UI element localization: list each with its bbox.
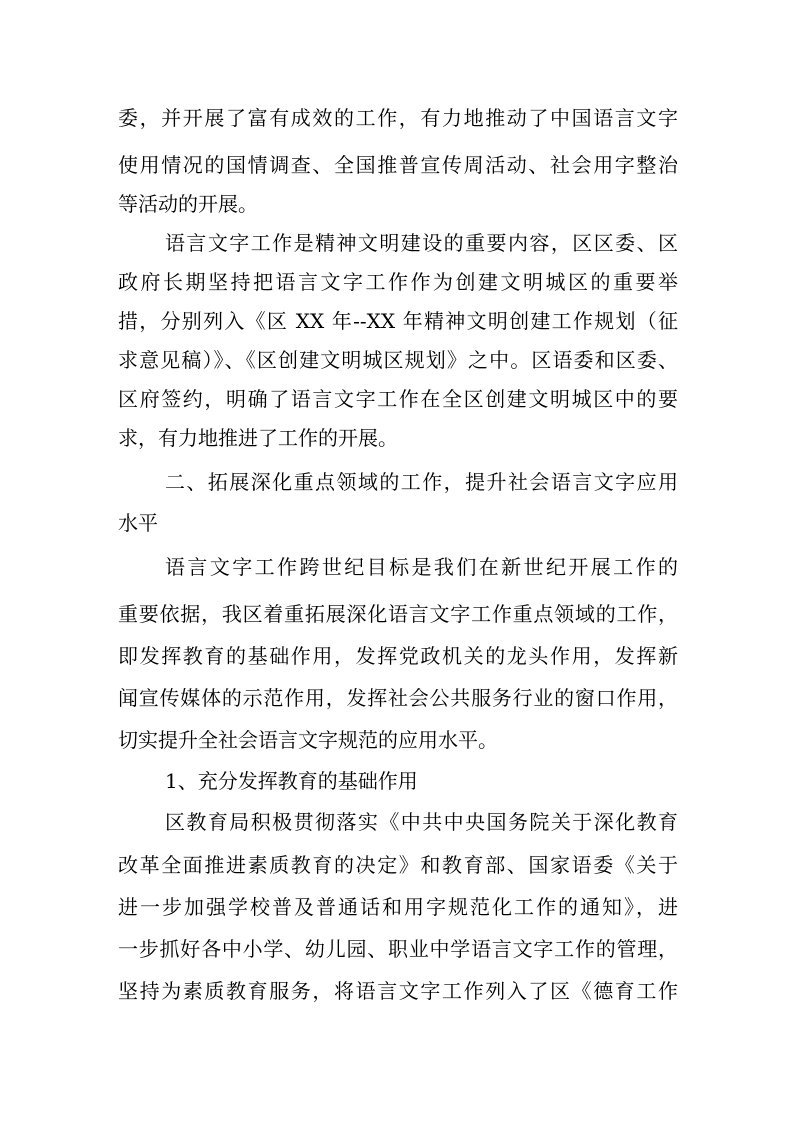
text-line: 闻宣传媒体的示范作用，发挥社会公共服务行业的窗口作用，	[118, 686, 678, 710]
text-line: 措，分别列入《区 XX 年--XX 年精神文明创建工作规划（征	[118, 309, 678, 333]
text-line: 使用情况的国情调查、全国推普宣传周活动、社会用字整治	[118, 153, 678, 177]
section-heading: 二、拓展深化重点领域的工作，提升社会语言文字应用	[165, 470, 678, 494]
text-line: 即发挥教育的基础作用，发挥党政机关的龙头作用，发挥新	[118, 644, 678, 668]
text-line: 切实提升全社会语言文字规范的应用水平。	[118, 728, 498, 752]
subsection-heading: 1、充分发挥教育的基础作用	[165, 769, 418, 793]
text-line: 委，并开展了富有成效的工作，有力地推动了中国语言文字	[118, 106, 678, 130]
text-line: 区府签约，明确了语言文字工作在全区创建文明城区中的要	[118, 387, 678, 411]
paragraph-first-line: 语言文字工作跨世纪目标是我们在新世纪开展工作的	[165, 555, 678, 579]
text-line: 求，有力地推进了工作的开展。	[118, 426, 398, 450]
text-line: 重要依据，我区着重拓展深化语言文字工作重点领域的工作，	[118, 602, 678, 626]
text-line: 坚持为素质教育服务，将语言文字工作列入了区《德育工作	[118, 979, 678, 1003]
text-line: 改革全面推进素质教育的决定》和教育部、国家语委《关于	[118, 853, 678, 877]
text-line: 政府长期坚持把语言文字工作作为创建文明城区的重要举	[118, 270, 678, 294]
text-line: 进一步加强学校普及普通话和用字规范化工作的通知》，进	[118, 895, 678, 919]
paragraph-first-line: 语言文字工作是精神文明建设的重要内容，区区委、区	[165, 231, 678, 255]
section-heading-continued: 水平	[118, 511, 158, 535]
text-line: 一步抓好各中小学、幼儿园、职业中学语言文字工作的管理，	[118, 937, 678, 961]
text-line: 等活动的开展。	[118, 192, 258, 216]
text-line: 求意见稿）》、《区创建文明城区规划》之中。区语委和区委、	[118, 348, 678, 372]
paragraph-first-line: 区教育局积极贯彻落实《中共中央国务院关于深化教育	[165, 810, 678, 834]
